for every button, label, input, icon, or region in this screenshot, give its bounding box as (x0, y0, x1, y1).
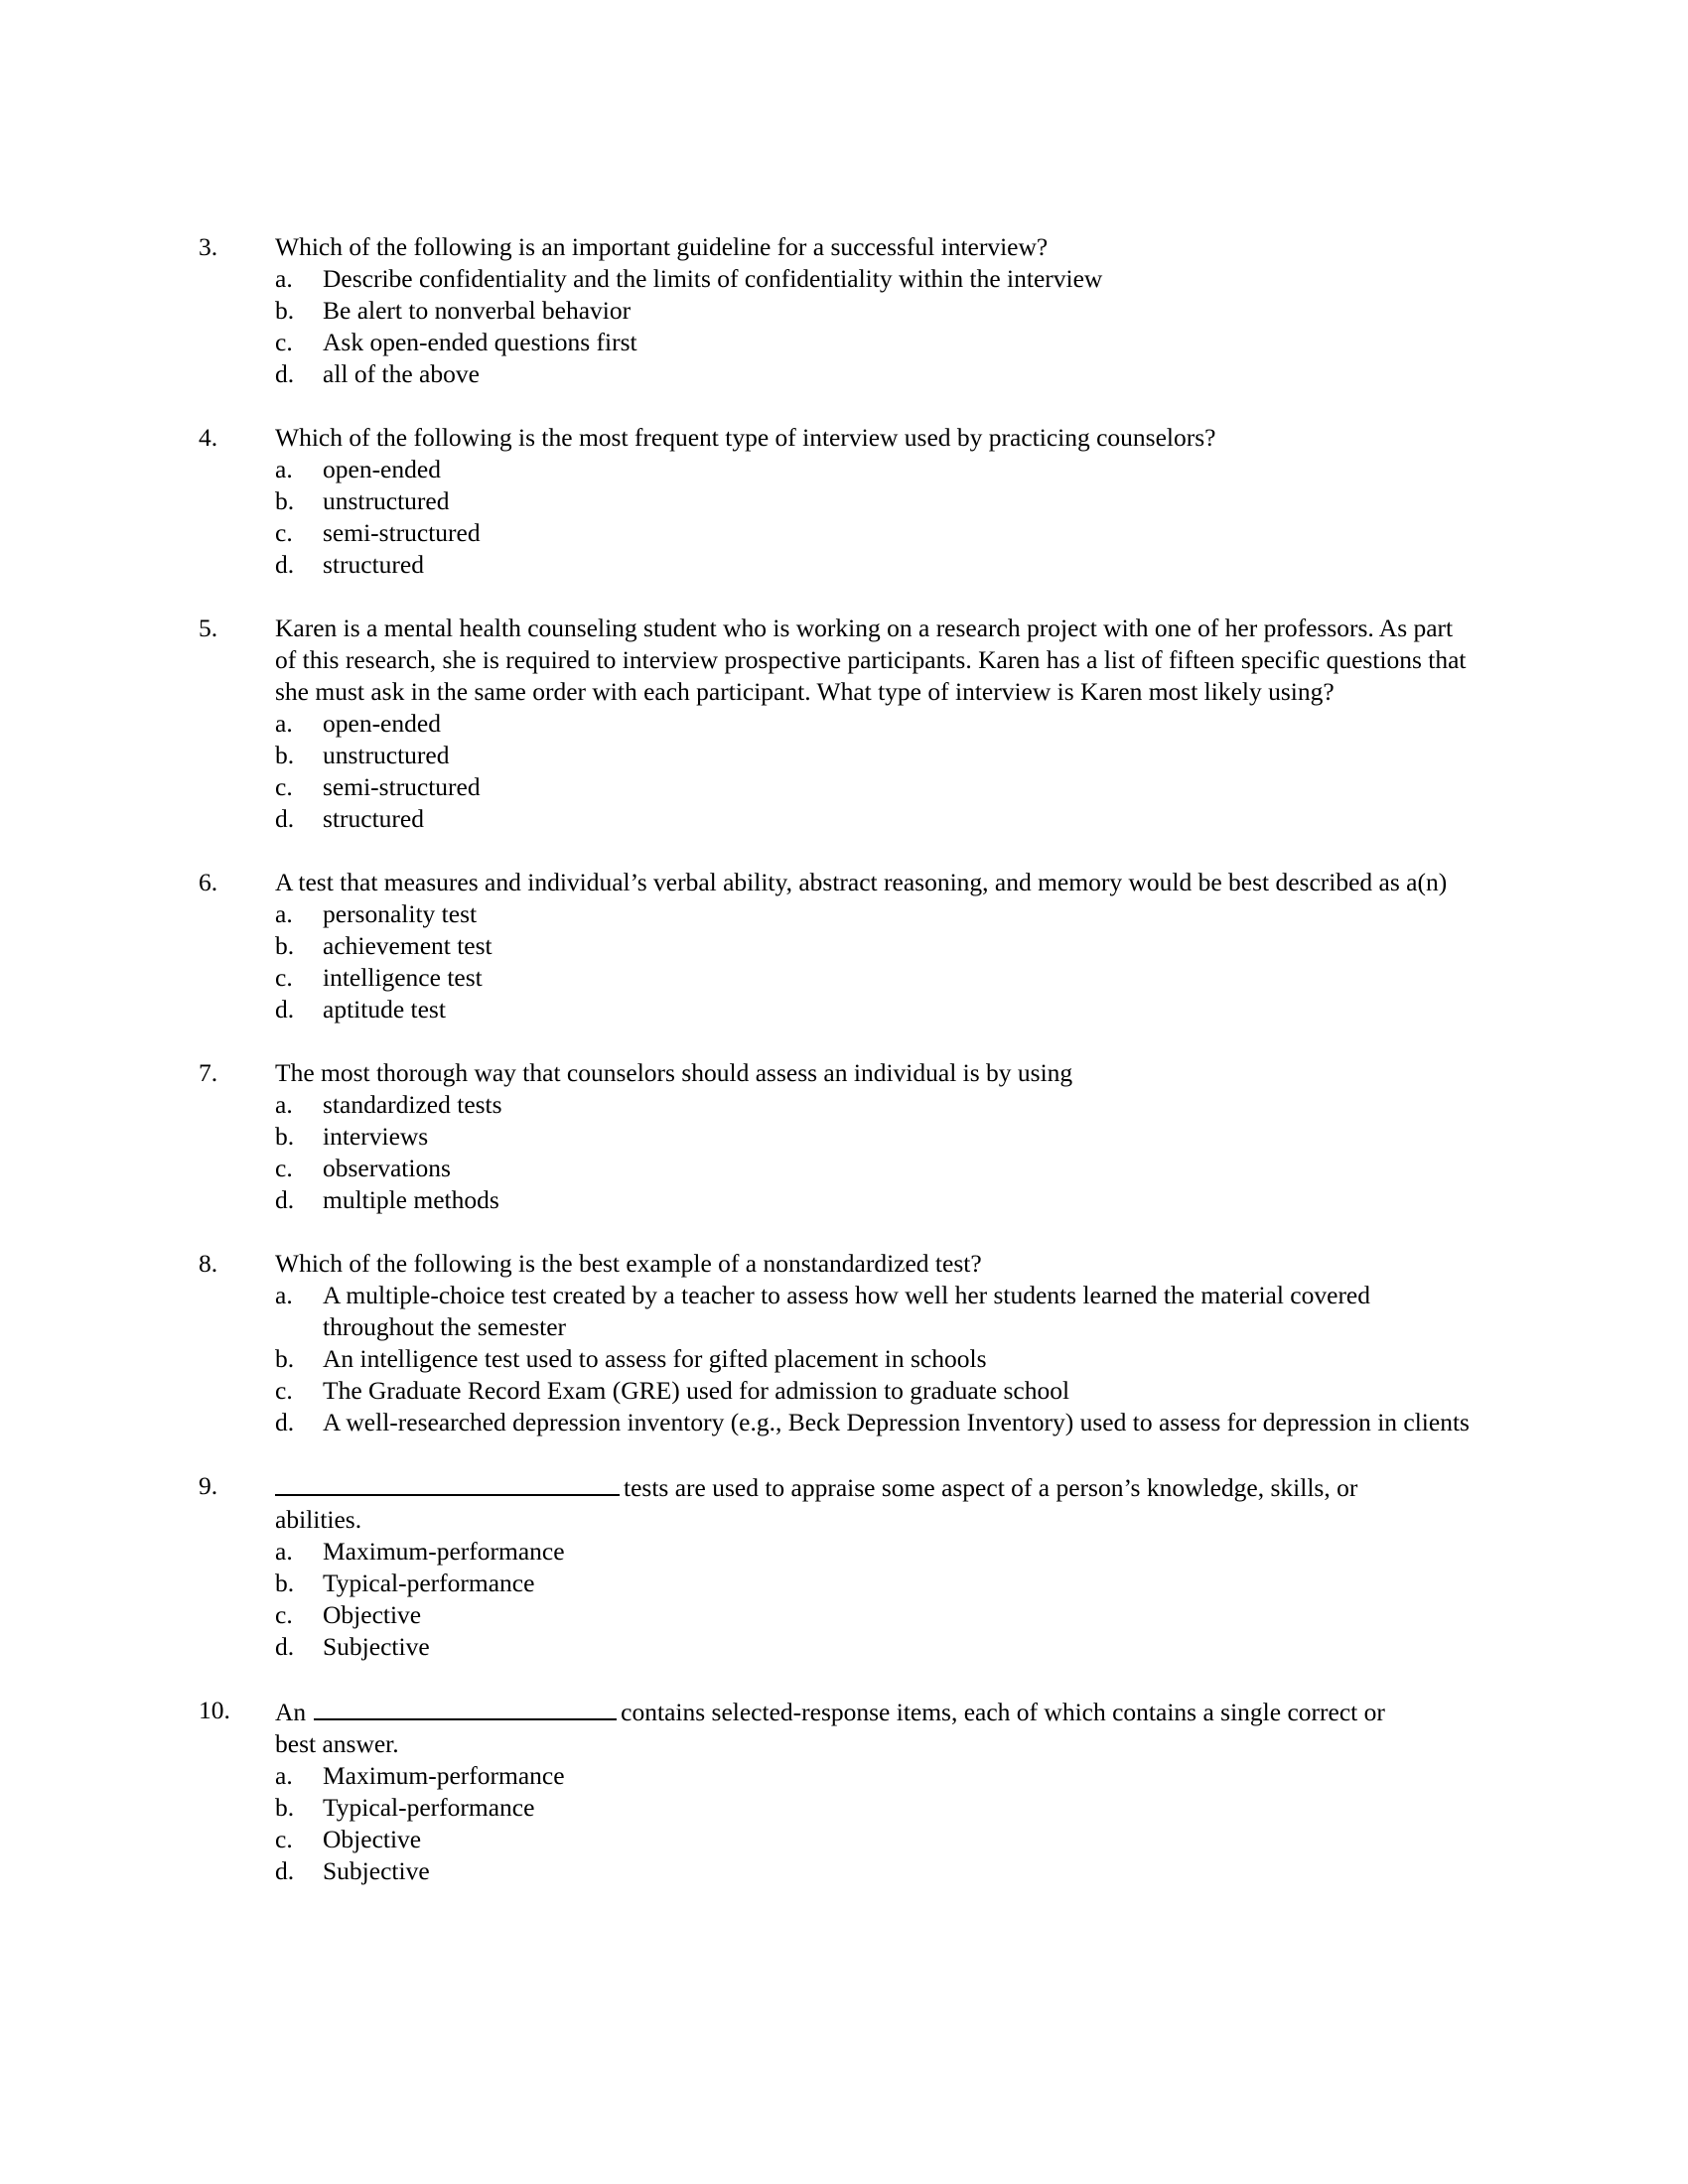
option-letter: b. (275, 296, 295, 325)
option-a[interactable] (275, 708, 1479, 740)
option-text: Objective (323, 1600, 422, 1629)
option-letter: b. (275, 931, 295, 960)
answer-options (199, 1536, 1479, 1663)
question-number: 6. (199, 868, 218, 896)
option-letter: d. (275, 550, 295, 579)
question-6 (199, 867, 1479, 1025)
option-letter: c. (275, 518, 293, 547)
option-text: personality test (323, 899, 478, 928)
option-letter: d. (275, 1185, 295, 1214)
question-number: 5. (199, 614, 218, 642)
stem-prefix: An (275, 1698, 307, 1726)
question-number: 9. (199, 1471, 218, 1500)
option-letter: c. (275, 1376, 293, 1405)
option-text: A well-researched depression inventory (e.g., Beck Depression Inventory) used to assess for depression in clients (323, 1408, 1470, 1436)
option-a[interactable] (275, 1089, 1479, 1121)
answer-options (199, 1280, 1479, 1438)
option-letter: c. (275, 1600, 293, 1629)
question-stem: Which of the following is an important guideline for a successful interview? (275, 232, 1049, 261)
question-number: 10. (199, 1696, 230, 1724)
option-text: intelligence test (323, 963, 483, 992)
question-stem: Which of the following is the most frequent type of interview used by practicing counselors? (275, 423, 1216, 452)
option-letter: d. (275, 804, 295, 833)
option-d[interactable] (275, 358, 1479, 390)
option-text: The Graduate Record Exam (GRE) used for admission to graduate school (323, 1376, 1070, 1405)
option-b[interactable] (275, 740, 1479, 771)
question-list (199, 231, 1479, 1919)
option-text: Ask open-ended questions first (323, 328, 637, 356)
option-text: Maximum-performance (323, 1537, 565, 1566)
option-letter: c. (275, 772, 293, 801)
option-letter: b. (275, 1793, 295, 1822)
option-b[interactable] (275, 930, 1479, 962)
question-9 (199, 1470, 1479, 1663)
question-stem: Karen is a mental health counseling student who is working on a research project with one of her professors. As part of this research, she is required to interview prospective participants. Karen has a list of fifteen specific questions that she must ask in the same order with each participant. What type of interview is Karen most likely using? (275, 614, 1467, 706)
option-letter: d. (275, 1632, 295, 1661)
option-d[interactable] (275, 1631, 1479, 1663)
question-8 (199, 1248, 1479, 1438)
option-text: semi-structured (323, 772, 481, 801)
question-5 (199, 613, 1479, 835)
option-text: unstructured (323, 486, 450, 515)
option-text: aptitude test (323, 995, 446, 1024)
option-a[interactable] (275, 898, 1479, 930)
fill-in-blank[interactable] (275, 1470, 620, 1496)
option-letter: a. (275, 1090, 293, 1119)
option-letter: b. (275, 1344, 295, 1373)
answer-options (199, 708, 1479, 835)
option-text: Objective (323, 1825, 422, 1853)
question-stem: A test that measures and individual’s verbal ability, abstract reasoning, and memory would be best described as a(n) (275, 868, 1448, 896)
question-stem: The most thorough way that counselors should assess an individual is by using (275, 1058, 1073, 1087)
option-b[interactable] (275, 1343, 1479, 1375)
option-d[interactable] (275, 803, 1479, 835)
option-text: unstructured (323, 741, 450, 769)
option-d[interactable] (275, 994, 1479, 1025)
option-text: open-ended (323, 455, 441, 483)
question-stem: Which of the following is the best example of a nonstandardized test? (275, 1249, 982, 1278)
option-c[interactable] (275, 1824, 1479, 1855)
fill-in-blank[interactable] (314, 1695, 617, 1720)
option-text: standardized tests (323, 1090, 502, 1119)
option-letter: d. (275, 1408, 295, 1436)
option-text: multiple methods (323, 1185, 499, 1214)
option-c[interactable] (275, 1375, 1479, 1407)
option-a[interactable] (275, 454, 1479, 485)
option-text: Subjective (323, 1632, 430, 1661)
question-7 (199, 1057, 1479, 1216)
question-4 (199, 422, 1479, 581)
stem-text-after-blank: tests are used to appraise some aspect of a person’s knowledge, skills, or (624, 1473, 1358, 1502)
question-number: 8. (199, 1249, 218, 1278)
option-text: Maximum-performance (323, 1761, 565, 1790)
question-3 (199, 231, 1479, 390)
question-10 (199, 1695, 1479, 1887)
option-b[interactable] (275, 1792, 1479, 1824)
question-stem (275, 1695, 1477, 1728)
option-letter: a. (275, 1281, 293, 1309)
option-letter: b. (275, 486, 295, 515)
answer-options (199, 1089, 1479, 1216)
question-number: 7. (199, 1058, 218, 1087)
option-text: Describe confidentiality and the limits of confidentiality within the interview (323, 264, 1103, 293)
option-a[interactable] (275, 263, 1479, 295)
option-a[interactable] (275, 1536, 1479, 1568)
option-letter: a. (275, 264, 293, 293)
option-text: A multiple-choice test created by a teacher to assess how well her students learned the material covered throughout the semester (323, 1281, 1371, 1341)
option-letter: a. (275, 709, 293, 738)
option-letter: a. (275, 455, 293, 483)
stem-continuation: abilities. (275, 1505, 362, 1534)
option-letter: c. (275, 328, 293, 356)
question-number: 3. (199, 232, 218, 261)
option-letter: b. (275, 1569, 295, 1597)
option-c[interactable] (275, 1599, 1479, 1631)
option-text: Subjective (323, 1856, 430, 1885)
option-letter: d. (275, 995, 295, 1024)
answer-options (199, 454, 1479, 581)
option-text: Typical-performance (323, 1793, 535, 1822)
option-b[interactable] (275, 1121, 1479, 1153)
option-c[interactable] (275, 517, 1479, 549)
option-letter: c. (275, 963, 293, 992)
option-text: open-ended (323, 709, 441, 738)
option-letter: c. (275, 1825, 293, 1853)
option-text: achievement test (323, 931, 492, 960)
question-stem (275, 1470, 1477, 1504)
option-letter: d. (275, 359, 295, 388)
option-text: observations (323, 1154, 451, 1182)
option-a[interactable] (275, 1760, 1479, 1792)
option-letter: a. (275, 1537, 293, 1566)
option-c[interactable] (275, 327, 1479, 358)
option-c[interactable] (275, 1153, 1479, 1184)
option-text: Be alert to nonverbal behavior (323, 296, 632, 325)
option-letter: b. (275, 741, 295, 769)
option-text: structured (323, 804, 424, 833)
option-d[interactable] (275, 1407, 1479, 1438)
option-b[interactable] (275, 1568, 1479, 1599)
option-text: Typical-performance (323, 1569, 535, 1597)
option-c[interactable] (275, 771, 1479, 803)
option-letter: a. (275, 899, 293, 928)
stem-text-after-blank: contains selected-response items, each of which contains a single correct or (621, 1698, 1385, 1726)
answer-options (199, 898, 1479, 1025)
option-text: An intelligence test used to assess for gifted placement in schools (323, 1344, 987, 1373)
option-letter: c. (275, 1154, 293, 1182)
option-letter: b. (275, 1122, 295, 1151)
question-number: 4. (199, 423, 218, 452)
option-d[interactable] (275, 1184, 1479, 1216)
answer-options (199, 263, 1479, 390)
option-d[interactable] (275, 1855, 1479, 1887)
option-text: structured (323, 550, 424, 579)
option-a[interactable] (275, 1280, 1479, 1343)
answer-options (199, 1760, 1479, 1887)
option-text: interviews (323, 1122, 429, 1151)
stem-continuation: best answer. (275, 1729, 399, 1758)
option-b[interactable] (275, 295, 1479, 327)
option-d[interactable] (275, 549, 1479, 581)
option-c[interactable] (275, 962, 1479, 994)
option-text: semi-structured (323, 518, 481, 547)
option-letter: a. (275, 1761, 293, 1790)
option-text: all of the above (323, 359, 480, 388)
option-b[interactable] (275, 485, 1479, 517)
option-letter: d. (275, 1856, 295, 1885)
